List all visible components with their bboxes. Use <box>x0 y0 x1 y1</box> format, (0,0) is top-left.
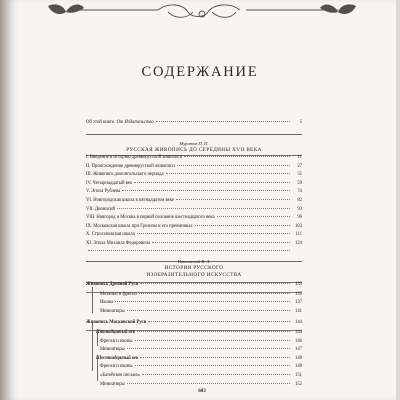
group-bracket <box>92 321 93 371</box>
toc-entry-title: VII. Дионисий <box>86 206 116 212</box>
toc-page-number: 74 <box>297 189 302 195</box>
toc-leader-dots <box>134 182 290 183</box>
toc-entry-title: Живопись Древней Руси <box>86 282 139 287</box>
section-author: Никольский В. А. <box>177 259 211 264</box>
toc-leader-dots <box>139 293 290 294</box>
toc-page-number: 124 <box>294 240 302 246</box>
section-title-line-1: ИСТОРИЯ РУССКОГО <box>164 265 224 271</box>
toc-entry-title: Миниатюры <box>100 347 125 353</box>
toc-page-number: 148 <box>294 355 302 361</box>
toc-page-number: 137 <box>294 300 302 306</box>
toc-page-number: 93 <box>297 206 302 212</box>
toc-leader-dots <box>184 156 290 157</box>
toc-leader-dots <box>148 321 290 322</box>
toc-leader-dots <box>127 348 290 349</box>
toc-intro <box>86 121 302 135</box>
toc-page-number: 35 <box>297 172 302 178</box>
toc-entry-title: IV. Четырнадцатый век <box>86 180 133 186</box>
toc-page-number: 133 <box>294 282 302 287</box>
toc-entry-title: VIII. Новгород и Москва в первой половине шестнадцатого века <box>86 215 215 221</box>
toc-page-number: 148 <box>294 364 302 370</box>
toc-leader-dots <box>217 216 290 217</box>
toc-page-number: 152 <box>294 381 302 387</box>
toc-page-number: 82 <box>297 197 302 203</box>
toc-leader-dots <box>140 283 290 284</box>
toc-leader-dots <box>135 340 290 341</box>
toc-leader-dots <box>127 383 290 384</box>
toc-page-number: 146 <box>294 338 302 344</box>
toc-entry-title: I. Введение в историю древнерусской живописи <box>86 155 183 160</box>
toc-page-number: 11 <box>297 155 302 160</box>
toc-leader-dots <box>127 310 290 311</box>
group-bracket <box>97 355 98 381</box>
toc-page-number: 96 <box>297 215 302 221</box>
toc-entry-title: Миниатюры <box>100 381 125 387</box>
toc-page-number: 151 <box>294 372 302 378</box>
toc-leader-dots <box>177 165 290 166</box>
toc-entry-title: Мозаики и фрески <box>100 291 137 297</box>
toc-leader-dots <box>176 199 290 200</box>
ornament-header <box>8 0 396 40</box>
toc-entry-title: Шестнадцатый век <box>96 355 139 361</box>
toc-leader-dots <box>195 225 290 226</box>
toc-leader-dots <box>140 357 290 358</box>
toc-entry <box>86 199 302 208</box>
page-title: СОДЕРЖАНИЕ <box>141 64 259 80</box>
toc-leader-dots <box>137 331 290 332</box>
toc-entry-title: Фрески и иконы <box>100 364 133 370</box>
toc-leader-dots <box>142 374 290 375</box>
toc-entry-title: Об этой книге. От Издательства <box>86 120 154 125</box>
toc-entry <box>86 293 302 302</box>
toc-page-number: 59 <box>297 180 302 186</box>
section-title-line-2: ИЗОБРАЗИТЕЛЬНОГО ИСКУССТВА <box>146 272 242 278</box>
toc-entry-title: Фрески и иконы <box>100 338 133 344</box>
toc-leader-dots <box>115 301 290 302</box>
book-spine-shadow <box>0 0 8 400</box>
group-bracket <box>92 287 93 313</box>
toc-entry-title: IX. Московская школа при Грозном и его преемниках <box>86 223 193 229</box>
toc-page-number: 147 <box>294 347 302 353</box>
toc-leader-dots <box>135 365 290 366</box>
toc-leader-dots <box>156 121 290 122</box>
toc-page-number: 5 <box>299 120 302 125</box>
toc-leader-dots <box>166 173 290 174</box>
book-page <box>8 0 396 400</box>
toc-entry <box>86 121 302 130</box>
toc-entry-title: V. Эпоха Рублева <box>86 189 121 195</box>
toc-entry <box>86 251 302 260</box>
toc-entry-title: Живопись Московской Руси <box>86 320 147 326</box>
toc-leader-dots <box>88 250 290 251</box>
toc-section-2 <box>86 260 302 391</box>
toc-entry-title: X. Строгановская школа <box>86 232 135 238</box>
toc-entry-title: Иконы <box>100 300 114 306</box>
toc-leader-dots <box>122 190 290 191</box>
toc-page-number: 27 <box>297 163 302 169</box>
toc-page-number: 144 <box>294 320 302 326</box>
toc-entry-title: Миниатюры <box>100 308 125 314</box>
toc-entry-title: II. Происхождение древнерусской живописи <box>86 163 175 169</box>
toc-entry-title: XI. Эпоха Михаила Федоровича <box>86 240 151 246</box>
toc-page-number: 144 <box>294 329 302 335</box>
toc-entry <box>86 310 302 319</box>
toc-page-number: 141 <box>294 308 302 314</box>
toc-entry <box>86 282 302 293</box>
toc-entry-title: VI. Новгородская школа в пятнадцатом веке <box>86 197 174 203</box>
toc-leader-dots <box>137 233 290 234</box>
section-divider <box>86 134 302 135</box>
section-title: РУССКАЯ ЖИВОПИСЬ ДО СЕРЕДИНЫ XVII ВЕКА <box>126 147 262 153</box>
page-number: 603 <box>198 389 206 394</box>
toc-page-number: 111 <box>295 232 302 238</box>
toc-section-1 <box>86 142 302 262</box>
toc-entry-title: Пятнадцатый век <box>96 329 136 335</box>
toc-page-number: 103 <box>294 223 302 229</box>
toc-entry-title: «Батейское письмо» <box>100 372 141 378</box>
toc-page-number: 135 <box>294 291 302 297</box>
toc-leader-dots <box>152 242 290 243</box>
toc-leader-dots <box>117 208 290 209</box>
section-author: Муратов П. П. <box>179 141 209 146</box>
group-bracket <box>97 329 98 346</box>
toc-entry-title: III. Живопись домонгольского периода <box>86 172 164 178</box>
